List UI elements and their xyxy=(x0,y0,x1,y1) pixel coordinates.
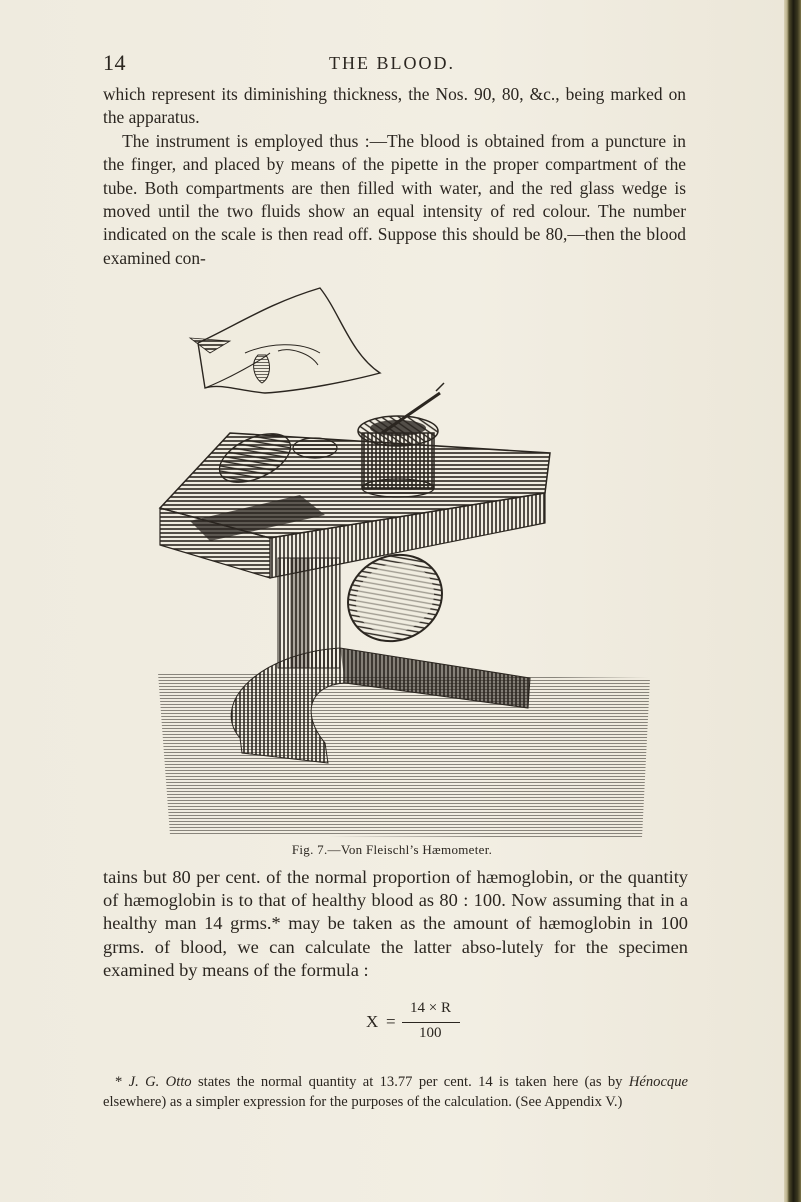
fraction-bar xyxy=(402,1022,460,1023)
formula-lhs: X xyxy=(366,1012,379,1031)
footnote xyxy=(103,1072,688,1112)
footnote-author: J. G. Otto xyxy=(128,1074,192,1090)
running-head: THE BLOOD. xyxy=(329,53,455,73)
page-number: 14 xyxy=(103,50,126,75)
formula xyxy=(364,1000,474,1050)
haemometer-illustration xyxy=(150,283,660,838)
formula-denominator: 100 xyxy=(419,1025,442,1041)
figure-caption: Fig. 7.—Von Fleischl’s Hæmometer. xyxy=(291,842,493,857)
page-header xyxy=(0,50,784,80)
paragraph: The instrument is employed thus :—The blood is obtained from a puncture in the finger, and placed by means of the pipette in the proper compartment of the tube. Both compartments are then filled with water, and the red glass wedge is moved until the two fluids show an equal intensity of red colour. The number indicated on the scale is then read off. Suppose this should be 80,—then the blood examined con- xyxy=(103,130,686,268)
footnote-marker: * xyxy=(115,1074,129,1090)
paragraph: which represent its diminishing thickness, the Nos. 90, 80, &c., being marked on the apparatus. xyxy=(103,84,686,128)
footnote-author-2: Hénocque xyxy=(628,1074,688,1090)
bottom-text-block xyxy=(103,866,688,982)
footnote-text: states the normal quantity at 13.77 per cent. 14 is taken here (as by xyxy=(191,1074,629,1090)
top-text-block xyxy=(103,83,686,270)
book-binding-edge xyxy=(784,0,801,1202)
formula-equals: = xyxy=(386,1012,396,1031)
formula-numerator: 14 × R xyxy=(410,1000,451,1016)
paragraph: tains but 80 per cent. of the normal proportion of hæmoglobin, or the quantity of hæmoglobin is to that of healthy blood as 80 : 100. Now assuming that in a healthy man 14 grms.* may be taken as the amount of hæmoglobin in 100 grms. of blood, we can calculate the latter abso-lutely for the specimen examined by means of the formula : xyxy=(103,867,688,980)
footnote-text-2: elsewhere) as a simpler expression for the purposes of the calculation. (See Appendix V.) xyxy=(103,1094,623,1111)
footnote-paragraph xyxy=(103,1072,688,1112)
